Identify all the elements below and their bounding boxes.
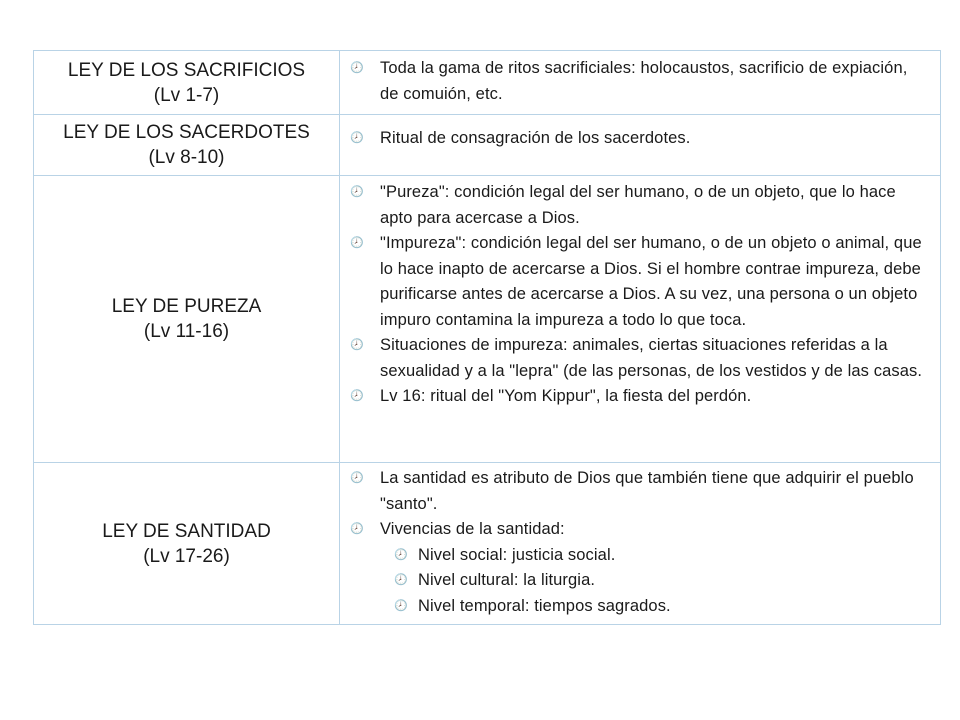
clock-bullet-icon: 🕗 <box>394 599 408 612</box>
sub-list-item-text: Nivel social: justicia social. <box>418 545 616 564</box>
clock-bullet-icon: 🕗 <box>350 523 364 535</box>
list-item <box>350 126 928 152</box>
law-title-cell <box>34 463 340 624</box>
law-title-cell <box>34 176 340 462</box>
sub-list-item <box>350 594 928 620</box>
list-item-text: "Pureza": condición legal del ser humano, o de un objeto, que lo hace apto para acercase a Dios. <box>380 183 896 227</box>
list-item-text: Lv 16: ritual del "Yom Kippur", la fiesta del perdón. <box>380 387 752 405</box>
list-item-text: La santidad es atributo de Dios que también tiene que adquirir el pueblo "santo". <box>380 469 914 513</box>
law-title-cell <box>34 115 340 175</box>
list-item-text: Situaciones de impureza: animales, ciertas situaciones referidas a la sexualidad y a la "lepra" (de las personas, de los vestidos y de las casas. <box>380 336 923 380</box>
law-description-cell <box>340 115 940 175</box>
law-description-cell <box>340 176 940 462</box>
list-item <box>350 180 928 231</box>
list-item-text: Ritual de consagración de los sacerdotes. <box>380 129 691 147</box>
sub-list-item-text: Nivel temporal: tiempos sagrados. <box>418 596 671 615</box>
law-title: LEY DE PUREZA <box>111 296 262 317</box>
law-title: LEY DE LOS SACERDOTES <box>63 122 310 143</box>
law-title: LEY DE SANTIDAD <box>102 520 271 542</box>
list-item-text: Toda la gama de ritos sacrificiales: holocaustos, sacrificio de expiación, de comuión, etc. <box>380 59 908 103</box>
sub-list-item <box>350 543 928 569</box>
list-item <box>350 466 928 517</box>
clock-bullet-icon: 🕗 <box>350 186 364 198</box>
list-item <box>350 56 928 107</box>
clock-bullet-icon: 🕗 <box>350 132 364 144</box>
list-item <box>350 333 928 384</box>
table-row <box>34 51 940 115</box>
law-title: LEY DE LOS SACRIFICIOS <box>67 59 306 81</box>
list-item <box>350 517 928 543</box>
clock-bullet-icon: 🕗 <box>350 390 364 402</box>
list-item <box>350 384 928 410</box>
clock-bullet-icon: 🕗 <box>394 574 408 586</box>
sub-list-item <box>350 568 928 594</box>
clock-bullet-icon: 🕗 <box>394 548 408 561</box>
table-row <box>34 176 940 463</box>
law-reference: (Lv 17-26) <box>143 545 230 567</box>
sub-list-item-text: Nivel cultural: la liturgia. <box>418 571 596 589</box>
law-description-cell <box>340 51 940 114</box>
law-title-cell <box>34 51 340 114</box>
list-item-text: Vivencias de la santidad: <box>380 520 565 538</box>
law-reference: (Lv 8-10) <box>148 147 225 168</box>
clock-bullet-icon: 🕗 <box>350 62 364 74</box>
table-row <box>34 115 940 176</box>
law-description-cell <box>340 463 940 624</box>
clock-bullet-icon: 🕗 <box>350 237 364 249</box>
clock-bullet-icon: 🕗 <box>350 339 364 351</box>
leyes-table <box>33 50 941 625</box>
law-reference: (Lv 11-16) <box>143 321 230 342</box>
list-item-text: "Impureza": condición legal del ser humano, o de un objeto o animal, que lo hace inapto de acercarse a Dios. Si el hombre contrae impureza, debe purificarse antes de acercarse a Dios. A su vez, una persona o un objeto impuro contamina la impureza a todo lo que toca. <box>380 234 922 329</box>
law-reference: (Lv 1-7) <box>153 84 220 106</box>
table-row <box>34 463 940 625</box>
list-item <box>350 231 928 333</box>
clock-bullet-icon: 🕗 <box>350 472 364 484</box>
